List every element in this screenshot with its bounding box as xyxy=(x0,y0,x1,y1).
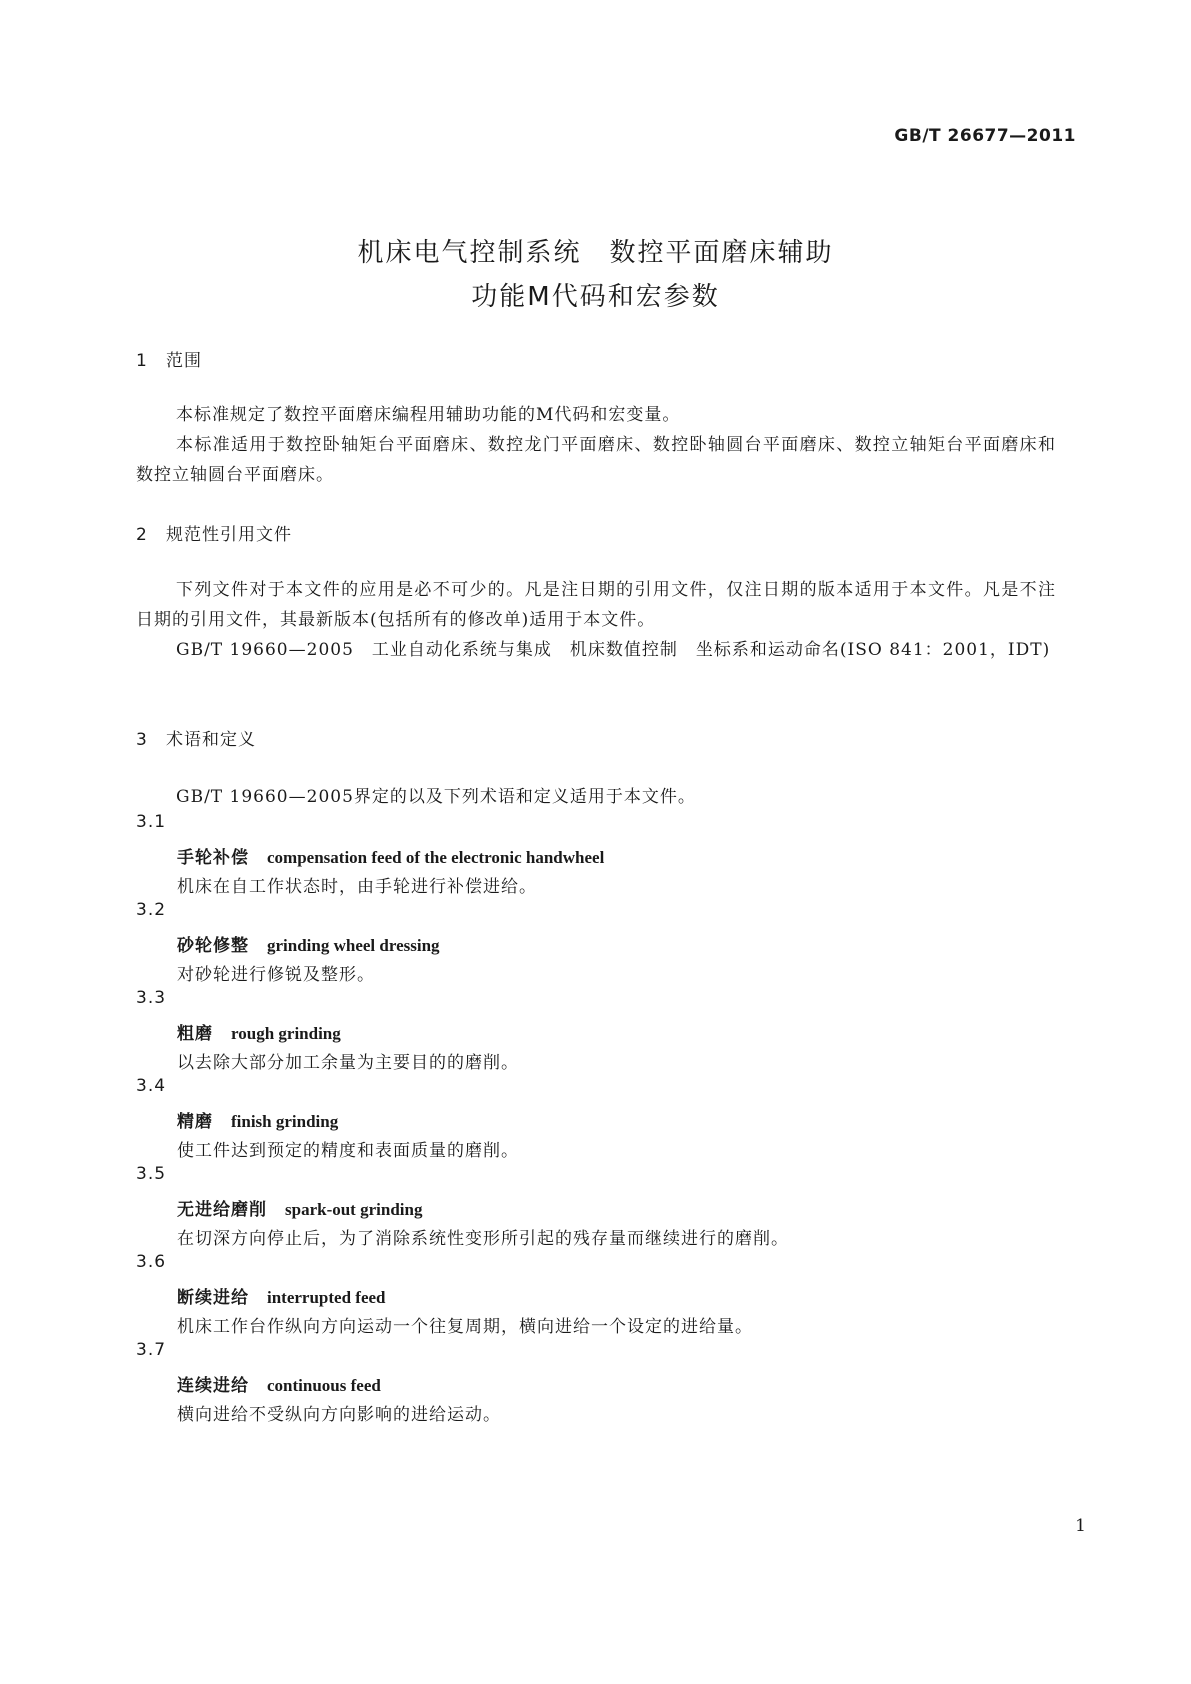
term-zh: 连续进给 xyxy=(177,1376,249,1396)
term-en: interrupted feed xyxy=(267,1288,386,1307)
term-en: spark-out grinding xyxy=(285,1200,423,1219)
document-title-line-1: 机床电气控制系统 数控平面磨床辅助 xyxy=(357,238,834,268)
term-definition: 机床在自工作状态时，由手轮进行补偿进给。 xyxy=(177,877,537,897)
term-number: 3.1 xyxy=(136,812,167,832)
term-entry xyxy=(177,931,440,956)
term-entry xyxy=(177,843,604,868)
paragraph: 本标准规定了数控平面磨床编程用辅助功能的M代码和宏变量。 xyxy=(176,405,681,425)
term-en: grinding wheel dressing xyxy=(267,936,440,955)
reference-entry: GB/T 19660—2005 工业自动化系统与集成 机床数值控制 坐标系和运动命名(ISO 841：2001，IDT) xyxy=(176,640,1051,660)
term-definition: 对砂轮进行修锐及整形。 xyxy=(177,965,375,985)
section-title: 术语和定义 xyxy=(166,730,256,750)
section-title: 规范性引用文件 xyxy=(166,525,292,545)
term-zh: 砂轮修整 xyxy=(177,936,249,956)
section-heading-normative-references xyxy=(136,520,292,545)
standard-code: GB/T 26677—2011 xyxy=(894,126,1076,146)
term-en: finish grinding xyxy=(231,1112,339,1131)
section-number: 2 xyxy=(136,525,148,545)
term-definition: 横向进给不受纵向方向影响的进给运动。 xyxy=(177,1405,501,1425)
section-number: 1 xyxy=(136,351,148,371)
term-entry xyxy=(177,1283,386,1308)
document-title-line-2: 功能M代码和宏参数 xyxy=(471,282,720,312)
term-number: 3.7 xyxy=(136,1340,167,1360)
term-zh: 断续进给 xyxy=(177,1288,249,1308)
term-number: 3.4 xyxy=(136,1076,167,1096)
term-number: 3.5 xyxy=(136,1164,167,1184)
term-number: 3.6 xyxy=(136,1252,167,1272)
term-definition: 使工件达到预定的精度和表面质量的磨削。 xyxy=(177,1141,519,1161)
term-definition: 机床工作台作纵向方向运动一个往复周期，横向进给一个设定的进给量。 xyxy=(177,1317,753,1337)
term-number: 3.2 xyxy=(136,900,167,920)
paragraph: GB/T 19660—2005界定的以及下列术语和定义适用于本文件。 xyxy=(176,787,696,807)
section-title: 范围 xyxy=(166,351,202,371)
section-number: 3 xyxy=(136,730,148,750)
term-entry xyxy=(177,1107,338,1132)
section-heading-terms-definitions xyxy=(136,725,256,750)
paragraph: 本标准适用于数控卧轴矩台平面磨床、数控龙门平面磨床、数控卧轴圆台平面磨床、数控立轴矩台平面磨床和数控立轴圆台平面磨床。 xyxy=(136,435,1056,485)
term-number: 3.3 xyxy=(136,988,167,1008)
term-zh: 精磨 xyxy=(177,1112,213,1132)
term-zh: 粗磨 xyxy=(177,1024,213,1044)
term-definition: 以去除大部分加工余量为主要目的的磨削。 xyxy=(177,1053,519,1073)
term-en: rough grinding xyxy=(231,1024,341,1043)
term-zh: 手轮补偿 xyxy=(177,848,249,868)
term-zh: 无进给磨削 xyxy=(177,1200,267,1220)
term-entry xyxy=(177,1371,381,1396)
section-heading-scope xyxy=(136,346,202,371)
term-en: continuous feed xyxy=(267,1376,381,1395)
term-entry xyxy=(177,1019,341,1044)
term-entry xyxy=(177,1195,422,1220)
term-en: compensation feed of the electronic handwheel xyxy=(267,848,605,867)
page-number: 1 xyxy=(1075,1516,1086,1536)
paragraph: 下列文件对于本文件的应用是必不可少的。凡是注日期的引用文件，仅注日期的版本适用于本文件。凡是不注日期的引用文件，其最新版本(包括所有的修改单)适用于本文件。 xyxy=(136,580,1056,630)
term-definition: 在切深方向停止后，为了消除系统性变形所引起的残存量而继续进行的磨削。 xyxy=(177,1229,789,1249)
